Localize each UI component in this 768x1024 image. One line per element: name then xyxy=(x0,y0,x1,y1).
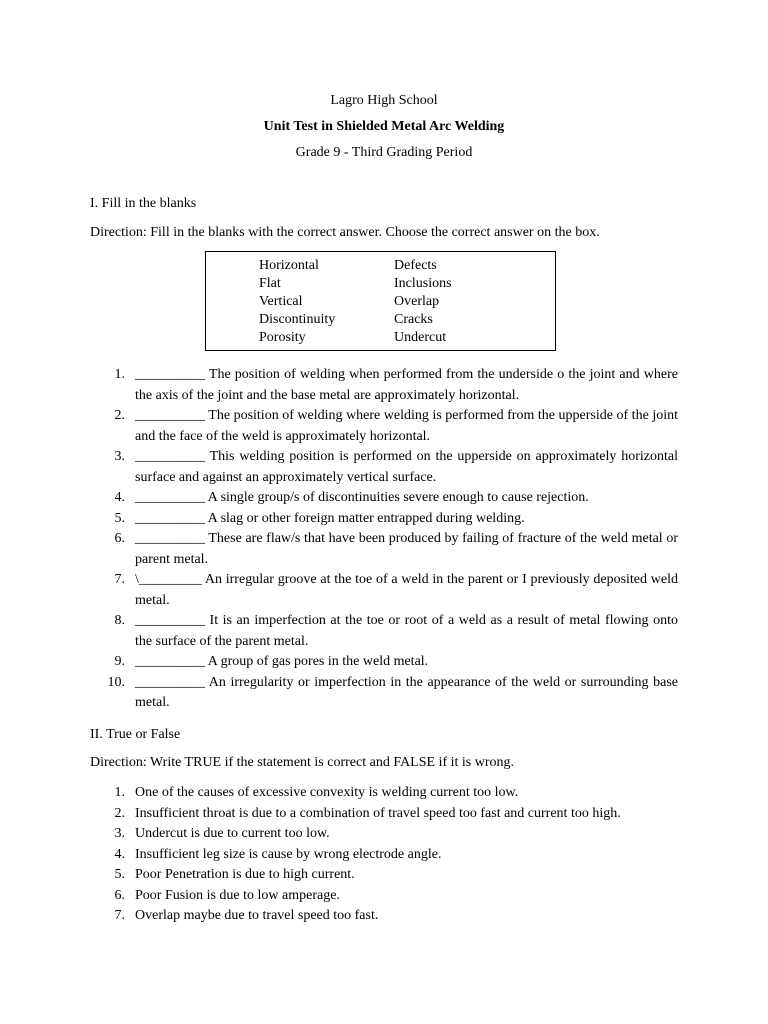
list-item xyxy=(90,845,678,866)
item-number: 2. xyxy=(114,805,125,821)
item-number: 7. xyxy=(114,908,125,923)
list-item xyxy=(90,447,678,488)
choice-item: Cracks xyxy=(394,312,433,327)
item-number: 8. xyxy=(114,613,125,628)
part2-heading: II. True or False xyxy=(90,727,181,742)
item-text: __________ It is an imperfection at the toe or root of a weld as a result of metal flowing onto the surface of the parent metal. xyxy=(135,613,678,649)
item-number: 5. xyxy=(114,867,125,882)
item-text: Poor Fusion is due to low amperage. xyxy=(135,887,340,903)
list-item xyxy=(90,529,678,570)
list-item xyxy=(90,865,678,886)
list-item xyxy=(90,611,678,652)
list-item xyxy=(90,509,678,530)
item-number: 5. xyxy=(114,510,125,526)
item-text: Insufficient leg size is cause by wrong electrode angle. xyxy=(135,846,442,862)
choice-item: Horizontal xyxy=(259,258,319,273)
item-number: 3. xyxy=(114,826,125,841)
choices-right-column xyxy=(394,257,452,347)
list-item xyxy=(90,824,678,845)
school-name: Lagro High School xyxy=(330,93,438,108)
list-item xyxy=(90,406,678,447)
item-text: __________ A slag or other foreign matter entrapped during welding. xyxy=(135,510,525,526)
list-item xyxy=(90,673,678,714)
item-text: __________ The position of welding where welding is performed from the upperside of the joint and the face of the weld is approximately horizontal. xyxy=(135,408,678,444)
choice-item: Flat xyxy=(259,276,281,291)
choice-item: Undercut xyxy=(394,330,447,345)
list-item xyxy=(90,488,678,509)
test-subtitle: Grade 9 - Third Grading Period xyxy=(295,145,473,160)
choice-item: Defects xyxy=(394,258,437,273)
item-number: 2. xyxy=(114,408,125,423)
item-text: __________ A single group/s of discontinuities severe enough to cause rejection. xyxy=(135,490,589,505)
choices-box xyxy=(205,251,556,351)
item-number: 1. xyxy=(114,785,125,800)
item-text: Undercut is due to current too low. xyxy=(135,826,330,841)
list-item xyxy=(90,906,678,927)
choice-item: Porosity xyxy=(259,330,306,345)
item-text: Insufficient throat is due to a combination of travel speed too fast and current too high. xyxy=(135,805,621,821)
item-text: Poor Penetration is due to high current. xyxy=(135,867,355,882)
item-number: 1. xyxy=(114,367,125,382)
item-text: \_________ An irregular groove at the toe of a weld in the parent or I previously deposited weld metal. xyxy=(135,572,678,608)
item-number: 9. xyxy=(114,654,125,669)
test-title: Unit Test in Shielded Metal Arc Welding xyxy=(263,119,505,134)
true-false-list xyxy=(90,783,678,927)
item-number: 4. xyxy=(114,846,125,862)
part1-direction: Direction: Fill in the blanks with the correct answer. Choose the correct answer on the box. xyxy=(90,225,600,240)
item-number: 3. xyxy=(114,449,125,464)
list-item xyxy=(90,886,678,907)
item-number: 4. xyxy=(114,490,125,505)
part2-direction: Direction: Write TRUE if the statement is correct and FALSE if it is wrong. xyxy=(90,755,515,770)
item-number: 7. xyxy=(114,572,125,587)
item-text: __________ This welding position is performed on the upperside on approximately horizontal surface and against an approximately vertical surface. xyxy=(135,449,678,485)
choice-item: Overlap xyxy=(394,294,440,309)
part1-heading: I. Fill in the blanks xyxy=(90,196,197,211)
choice-item: Inclusions xyxy=(394,276,452,291)
list-item xyxy=(90,365,678,406)
list-item xyxy=(90,652,678,673)
item-text: One of the causes of excessive convexity is welding current too low. xyxy=(135,785,519,800)
item-number: 10. xyxy=(107,674,125,690)
item-text: __________ These are flaw/s that have been produced by failing of fracture of the weld metal or parent metal. xyxy=(135,531,678,567)
choice-item: Vertical xyxy=(259,294,303,309)
item-number: 6. xyxy=(114,887,125,903)
fill-in-list xyxy=(90,365,678,714)
choices-left-column xyxy=(259,257,335,347)
item-text: __________ A group of gas pores in the weld metal. xyxy=(135,654,429,669)
item-text: __________ An irregularity or imperfection in the appearance of the weld or surrounding base metal. xyxy=(135,674,678,710)
list-item xyxy=(90,804,678,825)
list-item xyxy=(90,783,678,804)
item-text: __________ The position of welding when performed from the underside o the joint and where the axis of the joint and the base metal are approximately horizontal. xyxy=(135,367,678,403)
item-text: Overlap maybe due to travel speed too fast. xyxy=(135,908,379,923)
list-item xyxy=(90,570,678,611)
choice-item: Discontinuity xyxy=(259,312,336,327)
item-number: 6. xyxy=(114,531,125,546)
